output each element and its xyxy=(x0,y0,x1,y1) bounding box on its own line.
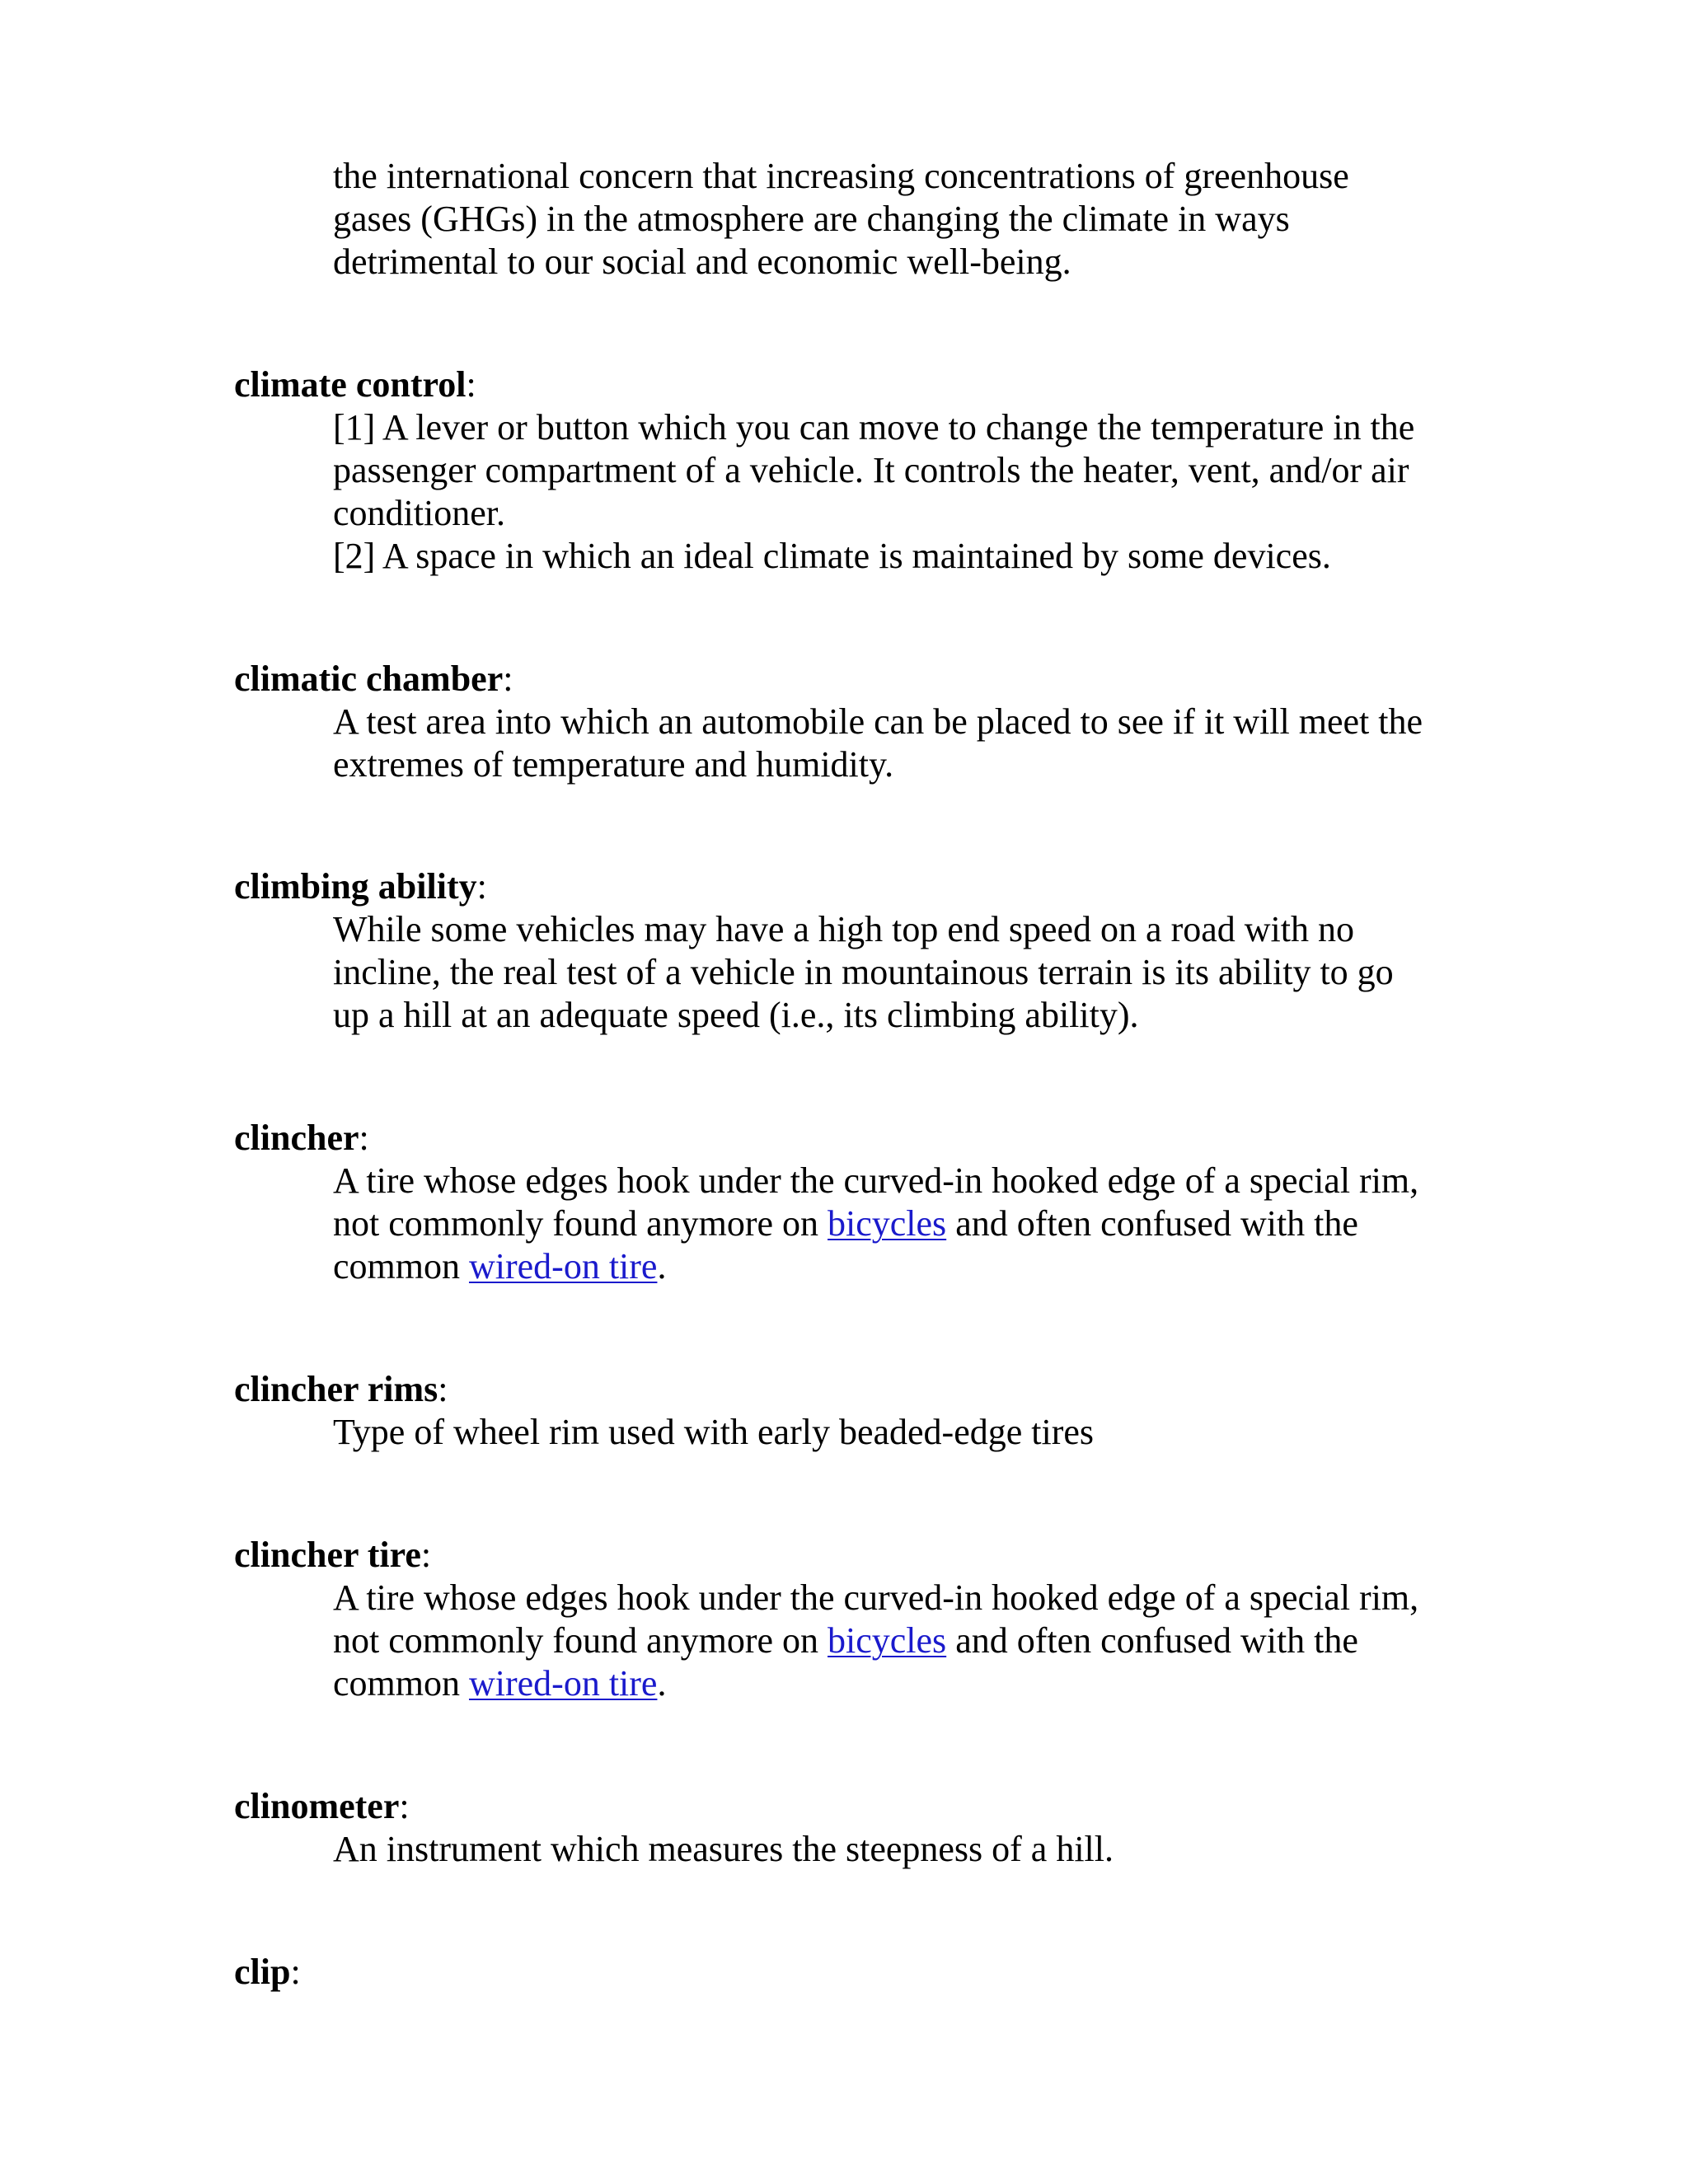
definition-line: passenger compartment of a vehicle. It controls the heater, vent, and/or air xyxy=(333,450,1409,490)
term-clinometer xyxy=(234,1785,410,1828)
definition-climate-control xyxy=(333,406,1487,578)
definition-climbing-ability xyxy=(333,908,1487,1037)
term-climatic-chamber xyxy=(234,658,513,701)
definition-text: . xyxy=(657,1663,667,1704)
term-label: clinometer xyxy=(234,1786,400,1826)
term-label: climbing ability xyxy=(234,866,477,907)
wired-on-tire-link[interactable]: wired-on tire xyxy=(468,1246,658,1286)
definition-climatic-chamber xyxy=(333,701,1487,786)
term-label: clincher rims xyxy=(234,1369,438,1409)
definition-clincher-tire xyxy=(333,1577,1487,1705)
definition-text: . xyxy=(657,1246,667,1286)
term-label: clincher tire xyxy=(234,1535,421,1575)
term-clincher xyxy=(234,1117,369,1160)
term-colon: : xyxy=(476,866,487,907)
definition-line: Type of wheel rim used with early beaded-edge tires xyxy=(333,1412,1095,1452)
definition-clincher xyxy=(333,1160,1487,1288)
term-label: climate control xyxy=(234,364,467,405)
definition-line: [1] A lever or button which you can move to change the temperature in the xyxy=(333,407,1415,448)
term-climbing-ability xyxy=(234,865,487,908)
term-clincher-tire xyxy=(234,1534,431,1577)
definition-line: gases (GHGs) in the atmosphere are changing the climate in ways xyxy=(333,199,1290,239)
definition-line xyxy=(333,1662,1487,1705)
term-colon: : xyxy=(359,1118,369,1158)
term-colon: : xyxy=(399,1786,410,1826)
term-label: clincher xyxy=(234,1118,359,1158)
wired-on-tire-link[interactable]: wired-on tire xyxy=(468,1663,658,1704)
term-clip xyxy=(234,1951,301,1994)
definition-clincher-rims xyxy=(333,1411,1487,1454)
definition-line: An instrument which measures the steepness of a hill. xyxy=(333,1829,1114,1869)
definition-line xyxy=(333,1245,1487,1288)
definition-line: A tire whose edges hook under the curved-in hooked edge of a special rim, xyxy=(333,1160,1419,1201)
definition-line: the international concern that increasing concentrations of greenhouse xyxy=(333,156,1349,196)
definition-line: incline, the real test of a vehicle in mountainous terrain is its ability to go xyxy=(333,952,1394,992)
definition-text: not commonly found anymore on xyxy=(333,1203,828,1244)
term-colon: : xyxy=(290,1952,301,1992)
definition-text: common xyxy=(333,1246,469,1286)
term-colon: : xyxy=(466,364,476,405)
definition-clinometer xyxy=(333,1828,1487,1871)
definition-line: up a hill at an adequate speed (i.e., its climbing ability). xyxy=(333,995,1139,1035)
definition-line: extremes of temperature and humidity. xyxy=(333,744,894,785)
definition-line: A tire whose edges hook under the curved-in hooked edge of a special rim, xyxy=(333,1577,1419,1618)
term-label: clip xyxy=(234,1952,291,1992)
definition-text: and often confused with the xyxy=(946,1203,1358,1244)
definition-line: [2] A space in which an ideal climate is maintained by some devices. xyxy=(333,536,1331,576)
definition-line: A test area into which an automobile can be placed to see if it will meet the xyxy=(333,701,1423,742)
definition-line: While some vehicles may have a high top end speed on a road with no xyxy=(333,909,1354,949)
definition-line xyxy=(333,1202,1487,1245)
intro-definition xyxy=(333,155,1487,284)
definition-text: and often confused with the xyxy=(946,1620,1358,1661)
definition-text: not commonly found anymore on xyxy=(333,1620,828,1661)
term-label: climatic chamber xyxy=(234,658,504,699)
bicycles-link[interactable]: bicycles xyxy=(828,1620,947,1661)
definition-line xyxy=(333,1619,1487,1662)
term-colon: : xyxy=(503,658,513,699)
definition-line: conditioner. xyxy=(333,493,505,533)
term-colon: : xyxy=(420,1535,432,1575)
definition-line: detrimental to our social and economic well-being. xyxy=(333,241,1071,282)
definition-text: common xyxy=(333,1663,469,1704)
term-colon: : xyxy=(438,1369,448,1409)
bicycles-link[interactable]: bicycles xyxy=(828,1203,947,1244)
term-climate-control xyxy=(234,363,476,406)
term-clincher-rims xyxy=(234,1368,448,1411)
